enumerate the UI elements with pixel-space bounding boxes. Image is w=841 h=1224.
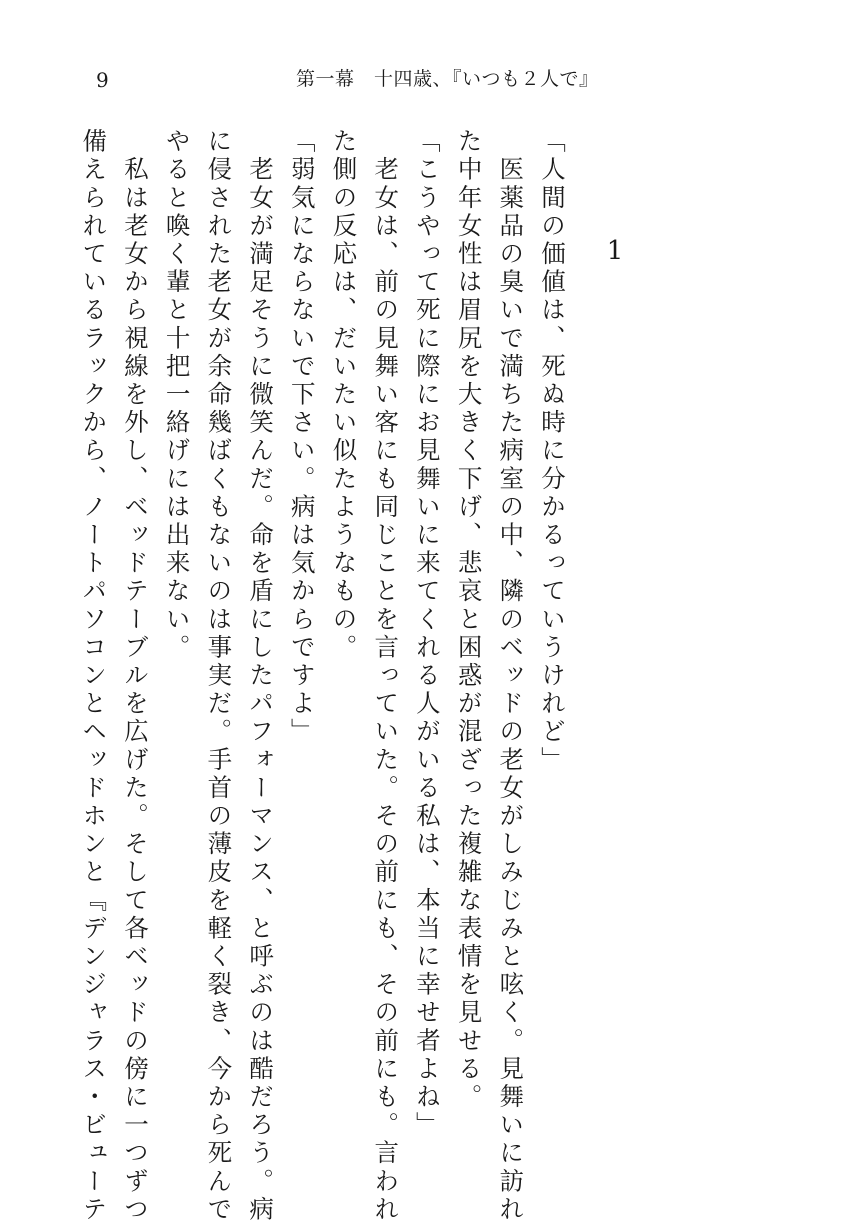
body-line: 医薬品の臭いで満ちた病室の中、隣のベッドの老女がしみじみと呟く。見舞いに訪れ	[496, 128, 526, 1224]
page-number: 9	[96, 68, 109, 92]
body-line: た側の反応は、だいたい似たようなもの。	[329, 128, 359, 662]
body-line: 私は老女から視線を外し、ベッドテーブルを広げた。そして各ベッドの傍に一つずつ	[120, 128, 150, 1224]
body-line: 備えられているラックから、ノートパソコンとヘッドホンと『デンジャラス・ビューテ	[79, 128, 109, 1224]
body-line: 「人間の価値は、死ぬ時に分かるっていうけれど」	[538, 128, 567, 775]
body-text	[73, 128, 573, 1224]
chapter-heading: 1	[606, 236, 624, 266]
running-header: 第一幕 十四歳、『いつも２人で』	[296, 68, 599, 90]
body-line: やると喚く輩と十把一絡げには出来ない。	[162, 128, 192, 662]
body-line: に侵された老女が余命幾ばくもないのは事実だ。手首の薄皮を軽く裂き、今から死んで	[204, 128, 234, 1224]
body-line: 老女は、前の見舞い客にも同じことを言っていた。その前にも、その前にも。言われ	[371, 128, 401, 1224]
body-line: 「こうやって死に際にお見舞いに来てくれる人がいる私は、本当に幸せ者よね」	[412, 128, 442, 1140]
body-line: 老女が満足そうに微笑んだ。命を盾にしたパフォーマンス、と呼ぶのは酷だろう。病	[246, 128, 276, 1224]
body-line: た中年女性は眉尻を大きく下げ、悲哀と困惑が混ざった複雑な表情を見せる。	[454, 128, 484, 1112]
body-line: 「弱気にならないで下さい。病は気からですよ」	[287, 128, 317, 747]
